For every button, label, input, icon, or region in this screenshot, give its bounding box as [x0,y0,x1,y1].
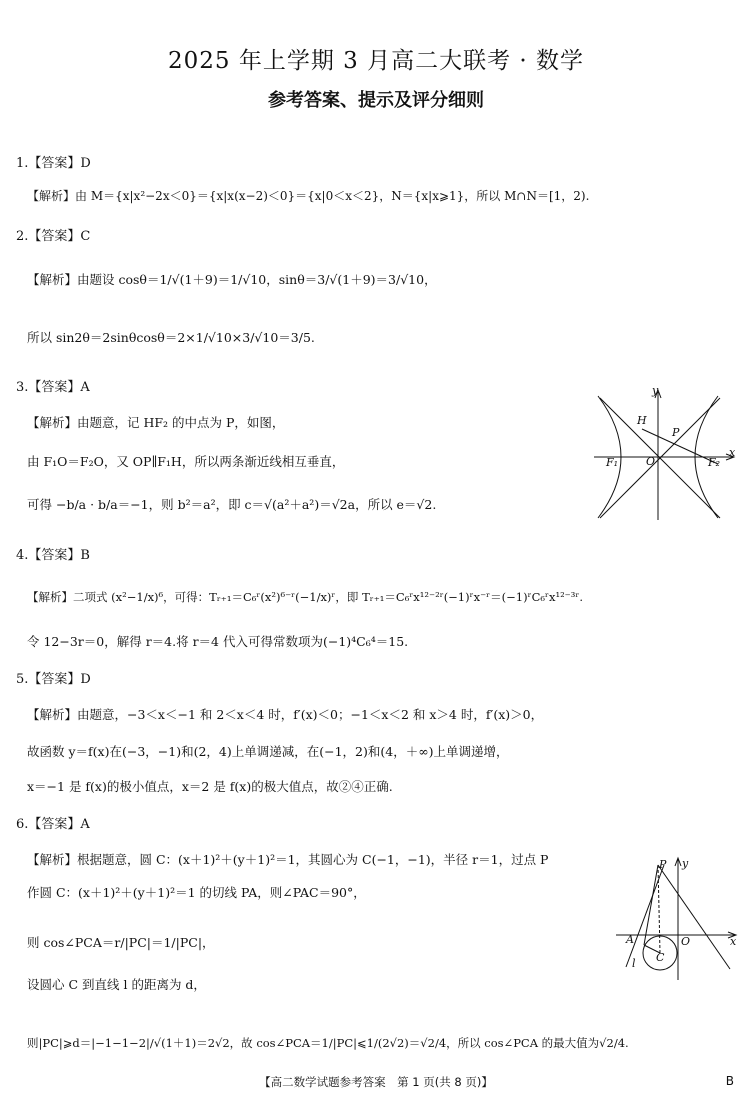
answer-4: 4.【答案】B [16,548,90,563]
label-o: O [646,455,656,468]
solution-2-line-2: 所以 sin2θ＝2sinθcosθ＝2×1/√10×3/√10＝3/5. [27,330,315,345]
solution-5-line-1: 【解析】由题意，−3＜x＜−1 和 2＜x＜4 时，f′(x)＜0；−1＜x＜2 和 x＞4 时，f′(x)＞0， [27,707,544,722]
solution-6-line-5: 则|PC|⩾d＝|−1−1−2|/√(1＋1)＝2√2，故 cos∠PCA＝1/|PC|⩽1/(2√2)＝√2/4，所以 cos∠PCA 的最大值为√2/4. [27,1036,629,1050]
solution-3-line-2: 由 F₁O＝F₂O，又 OP∥F₁H，所以两条渐近线相互垂直， [27,454,345,469]
label-o: O [681,935,691,948]
page-version-letter: B [725,1074,734,1088]
solution-1-line-1: 【解析】由 M＝{x|x²−2x＜0}＝{x|x(x−2)＜0}＝{x|0＜x＜2}，N＝{x|x⩾1}，所以 M∩N＝[1，2). [27,189,590,203]
solution-3-line-1: 【解析】由题意，记 HF₂ 的中点为 P，如图， [27,415,285,430]
answer-1: 1.【答案】D [16,156,91,171]
label-f2: F₂ [708,456,721,469]
tangent-pa [644,865,658,945]
solution-5-line-3: x＝−1 是 f(x)的极小值点，x＝2 是 f(x)的极大值点，故②④正确. [27,779,393,794]
label-y: y [682,857,689,870]
answer-6: 6.【答案】A [16,817,90,832]
document-title: 2025 年上学期 3 月高二大联考 · 数学 [167,48,585,74]
page-footer: 【高二数学试题参考答案 第 1 页(共 8 页)】 [259,1075,493,1089]
solution-6-line-3: 则 cos∠PCA＝r/|PC|＝1/|PC|， [27,935,215,950]
label-f1: F₁ [606,456,619,469]
solution-4-line-1: 【解析】二项式 (x²−1/x)⁶，可得：Tᵣ₊₁＝C₆ʳ(x²)⁶⁻ʳ(−1/x)ʳ，即 Tᵣ₊₁＝C₆ʳx¹²⁻²ʳ(−1)ʳx⁻ʳ＝(−1)ʳC₆ʳx¹²⁻³ʳ. [27,590,584,604]
circle-tangent-figure [612,855,742,985]
solution-3-line-3: 可得 −b/a · b/a＝−1，则 b²＝a²，即 c＝√(a²＋a²)＝√2a，所以 e＝√2. [27,497,437,512]
answer-3: 3.【答案】A [16,380,90,395]
line-pc [658,865,730,969]
hyperbola-figure [592,384,742,524]
label-y: y [652,384,659,397]
label-l: l [632,957,636,970]
answer-5: 5.【答案】D [16,672,91,687]
label-h: H [637,414,647,427]
label-a: A [626,933,634,946]
solution-5-line-2: 故函数 y＝f(x)在(−3，−1)和(2，4)上单调递减，在(−1，2)和(4，＋∞)上单调递增， [27,744,509,759]
document-subtitle: 参考答案、提示及评分细则 [268,90,484,111]
solution-2-line-1: 【解析】由题设 cosθ＝1/√(1＋9)＝1/√10，sinθ＝3/√(1＋9)＝3/√10， [27,272,437,287]
solution-6-line-1: 【解析】根据题意，圆 C：(x＋1)²＋(y＋1)²＝1，其圆心为 C(−1，−1)，半径 r＝1，过点 P [27,852,549,867]
answer-2: 2.【答案】C [16,229,91,244]
label-x: x [730,935,737,948]
label-c: C [656,951,665,964]
solution-6-line-2: 作圆 C：(x＋1)²＋(y＋1)²＝1 的切线 PA，则∠PAC＝90°， [27,885,366,900]
label-p: P [659,858,667,871]
label-p: P [672,426,680,439]
solution-6-line-4: 设圆心 C 到直线 l 的距离为 d， [27,977,206,992]
solution-4-line-2: 令 12−3r＝0，解得 r＝4.将 r＝4 代入可得常数项为(−1)⁴C₆⁴＝15. [27,634,409,649]
label-x: x [729,446,736,459]
